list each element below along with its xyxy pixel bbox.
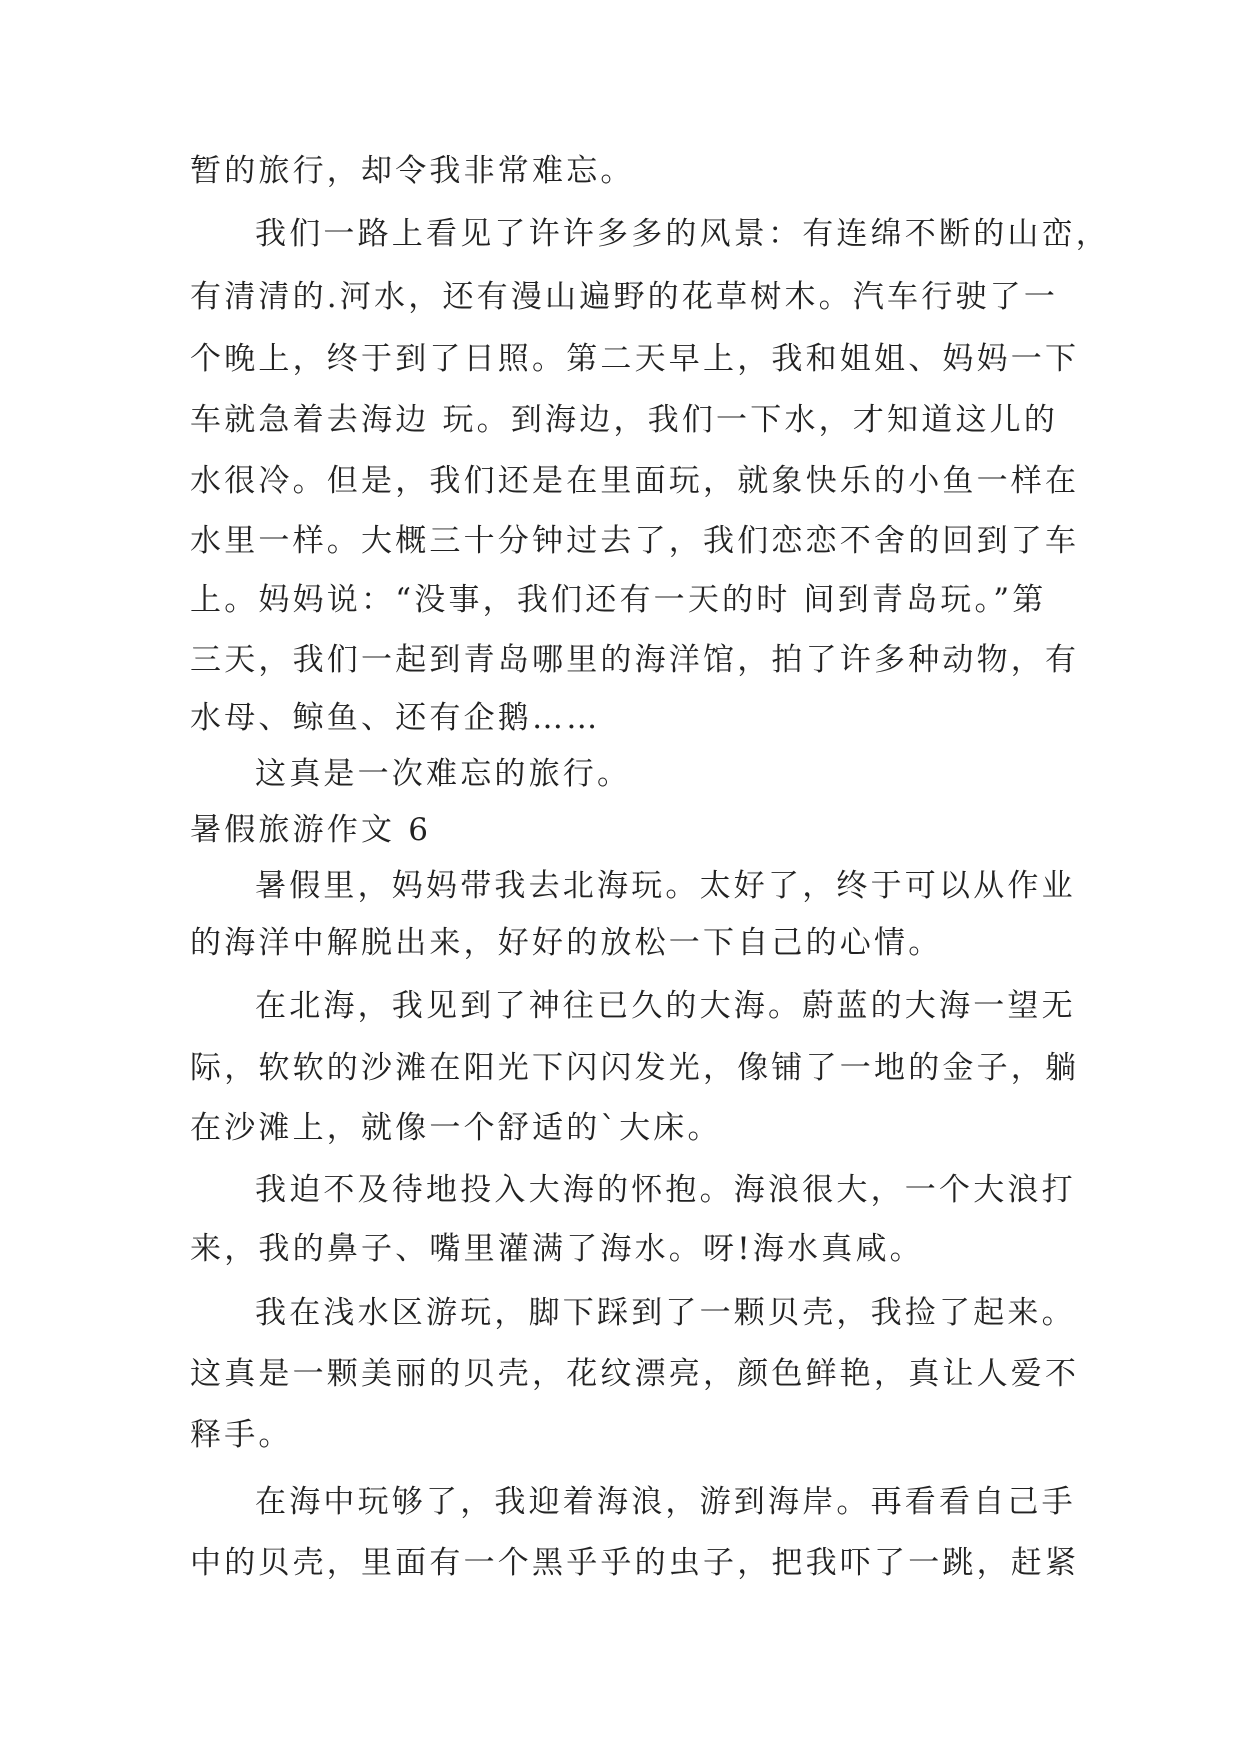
- paragraph-start-line: 我们一路上看见了许许多多的风景：有连绵不断的山峦，: [255, 216, 1110, 252]
- text-line: 在沙滩上，就像一个舒适的`大床。: [190, 1110, 722, 1146]
- text-line: 这真是一颗美丽的贝壳，花纹漂亮，颜色鲜艳，真让人爱不: [190, 1356, 1080, 1392]
- paragraph-start-line: 在北海，我见到了神往已久的大海。蔚蓝的大海一望无: [255, 988, 1076, 1024]
- text-line: 中的贝壳，里面有一个黑乎乎的虫子，把我吓了一跳，赶紧: [190, 1545, 1080, 1581]
- text-line: 来，我的鼻子、嘴里灌满了海水。呀!海水真咸。: [190, 1231, 924, 1267]
- text-line: 水很冷。但是，我们还是在里面玩，就象快乐的小鱼一样在: [190, 463, 1080, 499]
- text-line: 水里一样。大概三十分钟过去了，我们恋恋不舍的回到了车: [190, 523, 1080, 559]
- paragraph-start-line: 暑假里，妈妈带我去北海玩。太好了，终于可以从作业: [255, 868, 1076, 904]
- paragraph-start-line: 我迫不及待地投入大海的怀抱。海浪很大，一个大浪打: [255, 1172, 1076, 1208]
- paragraph-start-line: 在海中玩够了，我迎着海浪，游到海岸。再看看自己手: [255, 1484, 1076, 1520]
- text-line: 上。妈妈说：“没事，我们还有一天的时 间到青岛玩。”第: [190, 582, 1047, 618]
- paragraph-start-line: 我在浅水区游玩，脚下踩到了一颗贝壳，我捡了起来。: [255, 1295, 1076, 1331]
- text-line: 的海洋中解脱出来，好好的放松一下自己的心情。: [190, 925, 943, 961]
- text-line: 际，软软的沙滩在阳光下闪闪发光，像铺了一地的金子，躺: [190, 1050, 1080, 1086]
- text-line: 释手。: [190, 1417, 293, 1453]
- text-line: 水母、鲸鱼、还有企鹅……: [190, 700, 601, 736]
- text-line: 车就急着去海边 玩。到海边，我们一下水，才知道这儿的: [190, 402, 1059, 438]
- text-line: 有清清的.河水，还有漫山遍野的花草树木。汽车行驶了一: [190, 279, 1059, 315]
- text-line: 个晚上，终于到了日照。第二天早上，我和姐姐、妈妈一下: [190, 341, 1080, 377]
- text-line: 暂的旅行，却令我非常难忘。: [190, 153, 635, 189]
- section-heading: 暑假旅游作文 6: [190, 812, 432, 848]
- paragraph-start-line: 这真是一次难忘的旅行。: [255, 756, 632, 792]
- text-line: 三天，我们一起到青岛哪里的海洋馆，拍了许多种动物，有: [190, 642, 1080, 678]
